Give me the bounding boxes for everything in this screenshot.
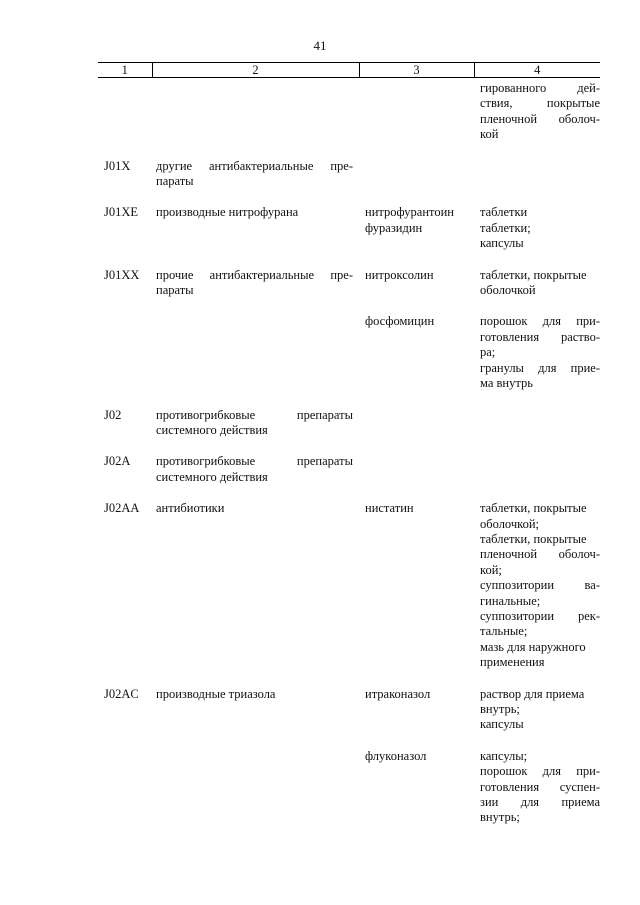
- drug-name-cell: [359, 252, 474, 299]
- atc-code: J01XX: [104, 267, 140, 282]
- atc-code-cell: [98, 671, 152, 733]
- table-row: [98, 438, 600, 485]
- atc-code: J01X: [104, 158, 131, 173]
- dosage-form-cell-line: капсулы;: [480, 748, 528, 763]
- dosage-form-cell-line: порошок для при-: [480, 764, 600, 779]
- column-header-2: 2: [152, 63, 359, 78]
- group-name-cell: [152, 78, 359, 143]
- dosage-form-cell-line: готовления суспен-: [480, 779, 600, 794]
- group-name-cell-line: прочие антибактериальные пре-: [156, 267, 353, 282]
- dosage-form-cell: [474, 485, 600, 670]
- atc-code: J02AC: [104, 686, 139, 701]
- dosage-form-cell-line: капсулы: [480, 236, 524, 251]
- atc-code-cell: [98, 392, 152, 439]
- table-row: [98, 733, 600, 826]
- group-name-cell-line: производные триазола: [156, 686, 276, 701]
- dosage-form-cell: [474, 252, 600, 299]
- drug-name-cell: [359, 189, 474, 251]
- atc-code-cell: [98, 733, 152, 826]
- group-name-cell-line: параты: [156, 283, 194, 298]
- drug-name-cell: [359, 438, 474, 485]
- atc-code-cell: [98, 438, 152, 485]
- dosage-form-cell-line: тальные;: [480, 624, 528, 639]
- dosage-form-cell-line: мазь для наружного: [480, 639, 586, 654]
- drug-name-cell: [359, 392, 474, 439]
- dosage-form-cell-line: кой;: [480, 562, 502, 577]
- group-name-cell-line: другие антибактериальные пре-: [156, 158, 353, 173]
- dosage-form-cell-line: гированного дей-: [480, 81, 600, 95]
- atc-code-cell: [98, 485, 152, 670]
- dosage-form-cell-line: ма внутрь: [480, 376, 533, 391]
- atc-code: J02AA: [104, 501, 140, 516]
- group-name-cell: [152, 143, 359, 190]
- dosage-form-cell: [474, 78, 600, 143]
- group-name-cell: [152, 392, 359, 439]
- dosage-form-cell: [474, 671, 600, 733]
- drug-name-cell-line: флуконазол: [365, 748, 427, 763]
- table-row: [98, 392, 600, 439]
- dosage-form-cell-line: применения: [480, 655, 545, 670]
- column-header-3: 3: [359, 63, 474, 78]
- drug-name-cell: [359, 733, 474, 826]
- page-number: 41: [313, 38, 327, 53]
- dosage-form-cell-line: раствор для приема: [480, 686, 585, 701]
- dosage-form-cell-line: ра;: [480, 345, 496, 360]
- dosage-form-cell-line: таблетки: [480, 205, 528, 220]
- table-row: [98, 252, 600, 299]
- drug-name-cell-line: нитрофурантоин: [365, 205, 454, 220]
- dosage-form-cell-line: внутрь;: [480, 702, 520, 716]
- table-header: [98, 63, 600, 78]
- group-name-cell-line: антибиотики: [156, 501, 225, 516]
- dosage-form-cell: [474, 438, 600, 485]
- drug-name-cell-line: фосфомицин: [365, 314, 435, 329]
- dosage-form-cell-line: таблетки, покрытые: [480, 267, 587, 282]
- dosage-form-cell-line: пленочной оболоч-: [480, 547, 600, 562]
- group-name-cell-line: параты: [156, 174, 194, 189]
- dosage-form-cell-line: суппозитории рек-: [480, 608, 600, 623]
- dosage-form-cell-line: внутрь;: [480, 810, 520, 825]
- dosage-form-cell: [474, 143, 600, 190]
- dosage-form-cell: [474, 392, 600, 439]
- group-name-cell-line: системного действия: [156, 469, 268, 484]
- table-row: [98, 189, 600, 251]
- drug-table: [98, 62, 600, 826]
- drug-name-cell: [359, 78, 474, 143]
- drug-name-cell: [359, 298, 474, 391]
- group-name-cell: [152, 189, 359, 251]
- atc-code-cell: [98, 252, 152, 299]
- drug-name-cell-line: нитроксолин: [365, 267, 434, 282]
- dosage-form-cell-line: гранулы для прие-: [480, 360, 600, 375]
- atc-code-cell: [98, 143, 152, 190]
- group-name-cell: [152, 298, 359, 391]
- dosage-form-cell-line: таблетки, покрытые: [480, 531, 587, 546]
- table-row: [98, 671, 600, 733]
- drug-name-cell-line: фуразидин: [365, 220, 423, 235]
- dosage-form-cell-line: пленочной оболоч-: [480, 111, 600, 126]
- dosage-form-cell: [474, 189, 600, 251]
- group-name-cell-line: противогрибковые препараты: [156, 454, 353, 469]
- dosage-form-cell-line: капсулы: [480, 717, 524, 732]
- group-name-cell: [152, 733, 359, 826]
- group-name-cell: [152, 671, 359, 733]
- table-row: [98, 78, 600, 143]
- group-name-cell: [152, 438, 359, 485]
- dosage-form-cell-line: гинальные;: [480, 593, 541, 608]
- dosage-form-cell-line: оболочкой: [480, 283, 536, 298]
- drug-name-cell: [359, 671, 474, 733]
- table-row: [98, 298, 600, 391]
- drug-name-cell: [359, 485, 474, 670]
- drug-name-cell-line: нистатин: [365, 501, 414, 516]
- group-name-cell-line: системного действия: [156, 422, 268, 437]
- atc-code-cell: [98, 189, 152, 251]
- dosage-form-cell-line: таблетки;: [480, 220, 531, 235]
- atc-code-cell: [98, 298, 152, 391]
- dosage-form-cell-line: оболочкой;: [480, 516, 539, 531]
- drug-name-cell-line: итраконазол: [365, 686, 431, 701]
- column-header-4: 4: [474, 63, 600, 78]
- dosage-form-cell-line: порошок для при-: [480, 314, 600, 329]
- dosage-form-cell-line: зии для приема: [480, 795, 600, 810]
- group-name-cell: [152, 252, 359, 299]
- group-name-cell-line: производные нитрофурана: [156, 205, 299, 220]
- table-row: [98, 143, 600, 190]
- atc-code-cell: [98, 78, 152, 143]
- dosage-form-cell-line: таблетки, покрытые: [480, 501, 587, 516]
- dosage-form-cell: [474, 298, 600, 391]
- atc-code: J02: [104, 407, 122, 422]
- atc-code: J02A: [104, 454, 131, 469]
- column-header-1: 1: [98, 63, 152, 78]
- atc-code: J01XE: [104, 205, 139, 220]
- drug-name-cell: [359, 143, 474, 190]
- dosage-form-cell-line: кой: [480, 127, 499, 142]
- dosage-form-cell: [474, 733, 600, 826]
- dosage-form-cell-line: ствия, покрытые: [480, 96, 600, 111]
- group-name-cell: [152, 485, 359, 670]
- dosage-form-cell-line: суппозитории ва-: [480, 578, 600, 593]
- table-row: [98, 485, 600, 670]
- dosage-form-cell-line: готовления раство-: [480, 329, 600, 344]
- group-name-cell-line: противогрибковые препараты: [156, 407, 353, 422]
